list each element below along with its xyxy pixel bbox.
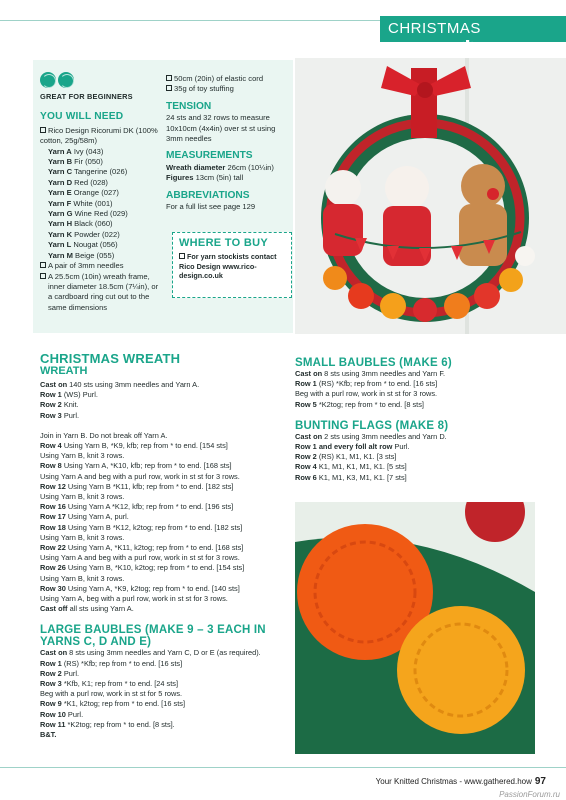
where-to-buy-heading: WHERE TO BUY [179, 237, 268, 249]
yarn-item: Yarn H Black (060) [48, 219, 113, 229]
watermark: PassionForum.ru [499, 790, 560, 799]
baubles-illustration [295, 502, 535, 754]
large-baubles-heading: LARGE BAUBLES (MAKE 9 – 3 EACH IN YARNS C, D AND E) [40, 624, 266, 649]
snowflake-icon: ✱ [460, 39, 475, 56]
instruction-line: Row 22 Using Yarn A, *K11, k2tog; rep from * to end. [168 sts] [40, 543, 244, 553]
right-instructions [295, 357, 525, 483]
wreath-photo [295, 58, 566, 334]
yarn-ball-icon [58, 72, 74, 88]
instruction-line: Row 10 Purl. [40, 709, 84, 719]
instruction-line: Using Yarn A, beg with a purl row, work in st st for 3 rows. [40, 594, 228, 604]
instruction-line: Cast on 2 sts using 3mm needles and Yarn D. [295, 431, 447, 441]
yarn-item: Yarn F White (001) [48, 198, 113, 208]
instruction-line: Row 12 Using Yarn B *K11, kfb; rep from * to end. [182 sts] [40, 481, 234, 491]
checkbox-icon [166, 75, 172, 81]
yarn-item: Yarn B Fir (050) [48, 157, 103, 167]
where-to-buy-text: For yarn stockists contact Rico Design www.rico-design.co.uk [179, 252, 277, 281]
instruction-line: Using Yarn B, knit 3 rows. [40, 532, 125, 542]
yarn-item: Yarn E Orange (027) [48, 188, 119, 198]
yarn-item: Yarn M Beige (055) [48, 250, 115, 260]
instruction-line: Row 2 (RS) K1, M1, K1. [3 sts] [295, 452, 397, 462]
wreath-heading: CHRISTMAS WREATH [40, 351, 181, 366]
yarn-item: Yarn C Tangerine (026) [48, 167, 128, 177]
baubles-photo [295, 502, 535, 754]
need-item: A pair of 3mm needles [40, 261, 162, 271]
instruction-line: Join in Yarn B. Do not break off Yarn A. [40, 430, 168, 440]
instruction-line: Using Yarn B, knit 3 rows. [40, 492, 125, 502]
instruction-line: Row 9 *K1, k2tog; rep from * to end. [16 sts] [40, 699, 186, 709]
you-will-need-heading: YOU WILL NEED [40, 111, 124, 123]
instruction-line: Row 16 Using Yarn A *K12, kfb; rep from * to end. [196 sts] [40, 502, 234, 512]
need-item: A 25.5cm (10in) wreath frame, inner diameter 18.5cm (7¼in), or a cardboard ring cut out to the same dimensions [40, 272, 162, 314]
header-title: CHRISTMAS WREATH [388, 20, 481, 56]
instruction-line: Using Yarn A and beg with a purl row, work in st st for 3 rows. [40, 553, 240, 563]
checkbox-icon [166, 85, 172, 91]
info-right-column [166, 74, 292, 212]
instruction-line: Row 6 K1, M1, K3, M1, K1. [7 sts] [295, 472, 407, 482]
instruction-line: Row 4 K1, M1, K1, M1, K1. [5 sts] [295, 462, 407, 472]
instruction-line: Cast on 8 sts using 3mm needles and Yarn C, D or E (as required). [40, 648, 261, 658]
need-item: 35g of toy stuffing [166, 84, 292, 94]
figures-size: Figures 13cm (5in) tall [166, 173, 244, 183]
instruction-line: Beg with a purl row, work in st st for 5 rows. [40, 689, 183, 699]
tension-heading: TENSION [166, 100, 212, 112]
badge-text: GREAT FOR BEGINNERS [40, 92, 133, 101]
instruction-line: Cast on 8 sts using 3mm needles and Yarn F. [295, 369, 446, 378]
bunting-heading: BUNTING FLAGS (MAKE 8) [295, 419, 449, 432]
bunting-lines [295, 432, 525, 483]
instruction-line: Row 1 (RS) *Kfb; rep from * to end. [16 sts] [40, 658, 183, 668]
you-will-need-column [40, 72, 162, 313]
instruction-line [40, 421, 290, 431]
instruction-line: Row 4 Using Yarn B, *K9, kfb; rep from * to end. [154 sts] [40, 441, 228, 451]
where-to-buy-box [172, 232, 292, 298]
yarn-ball-icon [40, 72, 56, 88]
instruction-line: Cast off all sts using Yarn A. [40, 604, 134, 614]
abbreviations-heading: ABBREVIATIONS [166, 189, 250, 201]
instruction-line: Row 5 *K2tog; rep from * to end. [8 sts] [295, 399, 424, 409]
checkbox-icon [179, 253, 185, 259]
checkbox-icon [40, 273, 46, 279]
yarn-list [40, 147, 162, 261]
bottom-rule [0, 767, 566, 768]
yarn-item: Yarn L Nougat (056) [48, 240, 118, 250]
measurements-heading: MEASUREMENTS [166, 150, 253, 162]
tension-text: 24 sts and 32 rows to measure 10x10cm (4x4in) over st st using 3mm needles [166, 113, 276, 144]
small-baubles-lines [295, 369, 525, 410]
instruction-line: Row 18 Using Yarn B *K12, k2tog; rep from * to end. [182 sts] [40, 522, 243, 532]
footer-text: Your Knitted Christmas - www.gathered.how [375, 777, 532, 786]
top-rule [0, 20, 380, 21]
large-baubles-lines [40, 648, 290, 740]
yarn-intro: Rico Design Ricorumi DK (100% cotton, 25g/58m) [40, 125, 158, 146]
instruction-line: Cast on 140 sts using 3mm needles and Yarn A. [40, 380, 200, 389]
wreath-subheading: WREATH [40, 365, 88, 377]
instruction-line: B&T. [40, 730, 57, 740]
instruction-line: Row 1 (RS) *Kfb; rep from * to end. [16 sts] [295, 379, 438, 389]
wreath-lines [40, 380, 290, 614]
checkbox-icon [40, 262, 46, 268]
wreath-diameter: Wreath diameter 26cm (10¼in) [166, 162, 274, 172]
yarn-item: Yarn K Powder (022) [48, 229, 120, 239]
need-item: 50cm (20in) of elastic cord [166, 74, 292, 84]
instruction-line: Row 8 Using Yarn A, *K10, kfb; rep from * to end. [168 sts] [40, 461, 232, 471]
instruction-line: Row 3 *Kfb, K1; rep from * to end. [24 sts] [40, 679, 179, 689]
need-items [40, 261, 162, 313]
instruction-line: Row 1 (WS) Purl. [40, 390, 98, 400]
wreath-illustration [295, 58, 566, 334]
yarn-item: Yarn A Ivy (043) [48, 146, 104, 156]
page-footer [376, 776, 546, 787]
instruction-line: Using Yarn A and beg with a purl row, work in st st for 3 rows. [40, 471, 240, 481]
page-header [380, 16, 566, 56]
abbreviations-text: For a full list see page 129 [166, 202, 256, 212]
beginner-badge [40, 72, 162, 88]
checkbox-icon [40, 127, 46, 133]
instruction-line: Row 2 Knit. [40, 400, 79, 410]
instruction-line: Using Yarn B, knit 3 rows. [40, 451, 125, 461]
instruction-line: Row 1 and every foll alt row Purl. [295, 442, 410, 452]
instruction-line: Row 2 Purl. [40, 668, 80, 678]
instruction-line: Row 11 *K2tog; rep from * to end. [8 sts]. [40, 719, 175, 729]
instruction-line: Using Yarn B, knit 3 rows. [40, 573, 125, 583]
instruction-line: Beg with a purl row, work in st st for 3 rows. [295, 389, 438, 399]
instruction-line: Row 26 Using Yarn B, *K10, k2tog; rep from * to end. [154 sts] [40, 563, 245, 573]
yarn-item: Yarn G Wine Red (029) [48, 209, 128, 219]
yarn-item: Yarn D Red (028) [48, 177, 108, 187]
wreath-instructions [40, 352, 290, 740]
instruction-line: Row 17 Using Yarn A, purl. [40, 512, 129, 522]
small-baubles-heading: SMALL BAUBLES (MAKE 6) [295, 357, 452, 369]
page-number: 97 [534, 776, 546, 787]
instruction-line: Row 3 Purl. [40, 410, 80, 420]
instruction-line: Row 30 Using Yarn A, *K9, k2tog; rep from * to end. [140 sts] [40, 583, 240, 593]
